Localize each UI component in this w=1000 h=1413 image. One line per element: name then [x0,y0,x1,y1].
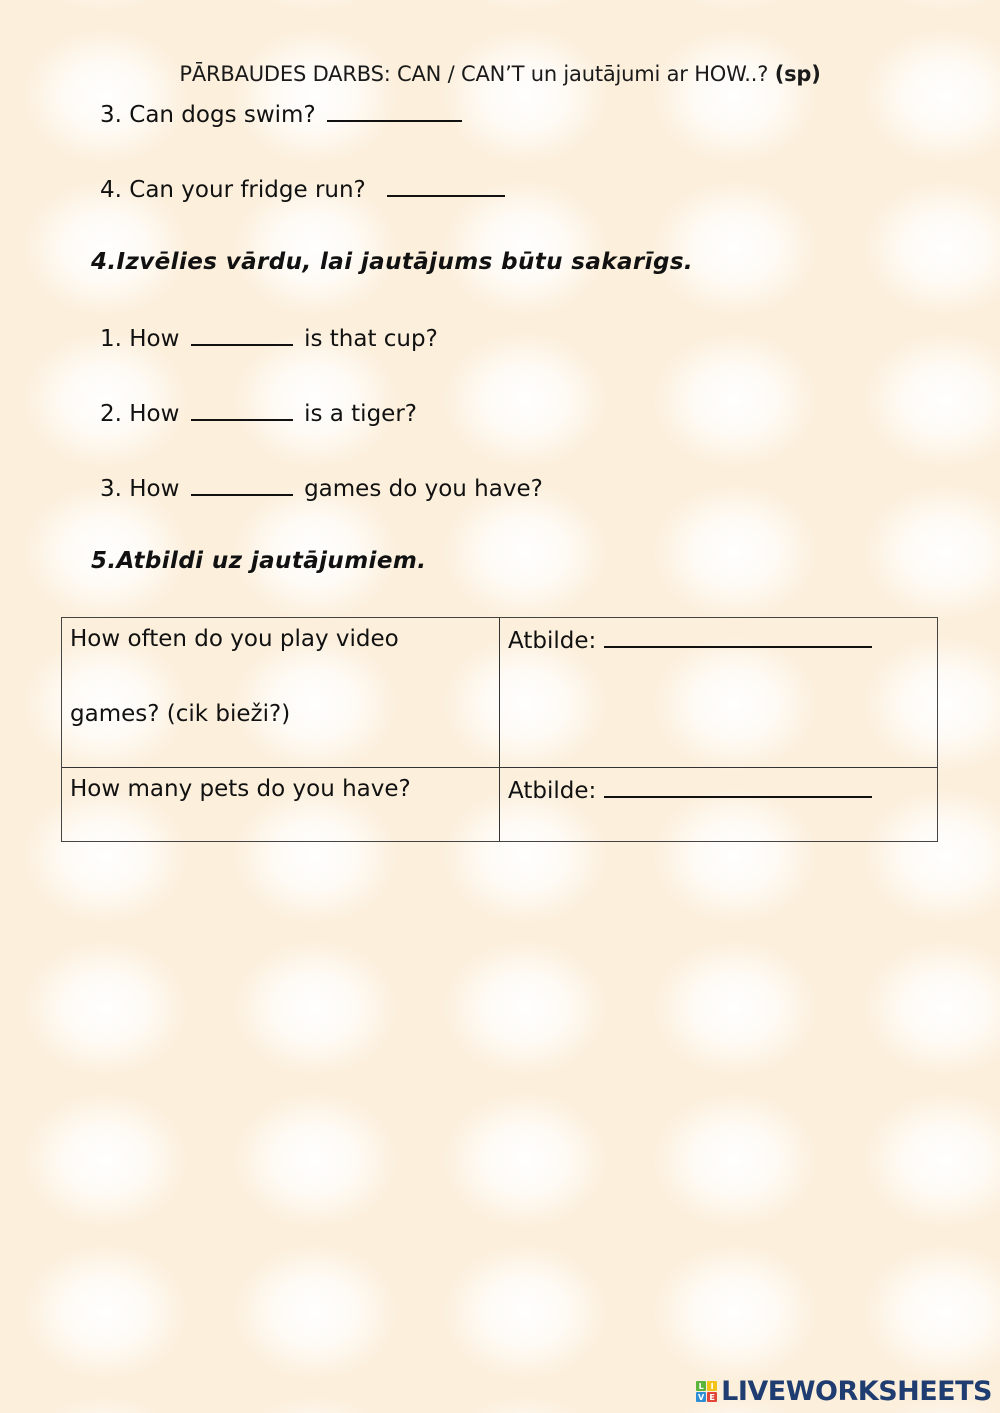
live-grid-icon [696,1381,717,1402]
question-text: Can your fridge run? [129,177,366,203]
answer-blank[interactable] [327,98,462,122]
section-5-title [91,548,426,574]
word-blank[interactable] [191,472,293,496]
worksheet-header [0,62,1000,86]
question-number: 1. [100,326,122,352]
question-cell [62,768,500,841]
answer-cell [500,768,937,841]
answer-blank[interactable] [604,624,872,648]
question-text: Can dogs swim? [129,102,316,128]
answer-table [61,617,938,842]
question-4-1 [100,322,438,352]
section-number: 5. [91,548,117,574]
logo-letter-v: V [698,1392,705,1402]
logo-letter-i: I [707,1381,717,1391]
question-number: 3. [100,102,122,128]
question-4-2 [100,397,417,427]
question-after: games do you have? [304,476,543,502]
answer-label: Atbilde: [508,778,597,804]
question-cell [62,618,500,767]
question-line: games? (cik bieži?) [70,701,291,727]
question-line: How often do you play video [70,626,399,652]
logo-text: LIVEWORKSHEETS [721,1376,992,1407]
question-number: 3. [100,476,122,502]
question-number: 4. [100,177,122,203]
liveworksheets-logo [696,1376,992,1407]
word-blank[interactable] [191,397,293,421]
word-blank[interactable] [191,322,293,346]
question-number: 2. [100,401,122,427]
table-row [62,618,937,768]
section-instruction: Atbildi uz jautājumiem. [116,548,427,574]
question-before: How [129,476,180,502]
answer-blank[interactable] [387,173,505,197]
answer-blank[interactable] [604,774,872,798]
question-4-3 [100,472,543,502]
section-4-title [91,249,693,275]
question-line: How many pets do you have? [70,776,411,802]
logo-letter-e: E [707,1392,717,1402]
answer-cell [500,618,937,767]
question-before: How [129,326,180,352]
question-3-4 [100,173,509,203]
section-instruction: Izvēlies vārdu, lai jautājums būtu sakarīgs. [116,249,694,275]
question-after: is a tiger? [304,401,417,427]
worksheet-tag: (sp) [774,62,821,86]
logo-letter-l: L [696,1381,706,1391]
question-after: is that cup? [304,326,438,352]
section-number: 4. [91,249,117,275]
table-row [62,768,937,841]
question-before: How [129,401,180,427]
question-3-3 [100,98,466,128]
answer-label: Atbilde: [508,628,597,654]
worksheet-title: PĀRBAUDES DARBS: CAN / CAN’T un jautājumi ar HOW..? [179,62,769,86]
